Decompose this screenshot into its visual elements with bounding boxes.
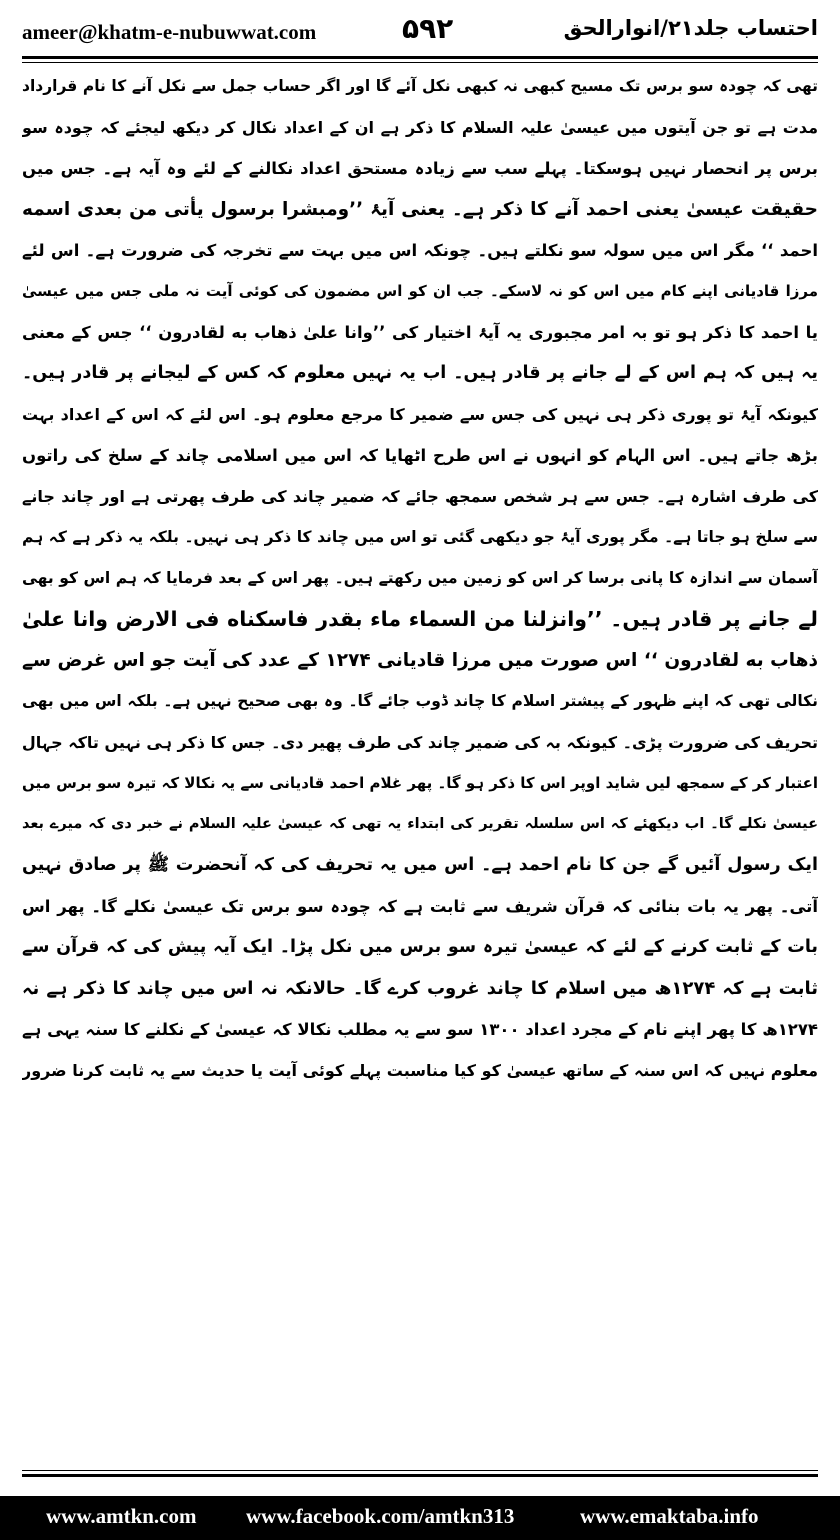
text-line: لے جانے پر قادر ہیں۔ ’’وانزلنا من السماء ماء بقدر فاسکناه فی الارض وانا علیٰ xyxy=(22,607,818,631)
footer-link-emaktaba[interactable]: www.emaktaba.info xyxy=(580,1504,759,1528)
text-line: آتی۔ پھر یہ بات بنائی کہ قرآن شریف سے ثابت ہے کہ چودہ سو برس تک عیسیٰ نکلے گا۔ پھر اس xyxy=(22,897,818,916)
text-line: کی طرف اشارہ ہے۔ جس سے ہر شخص سمجھ جائے کہ ضمیر چاند کی طرف پھرتی ہے اور چاند جانے xyxy=(22,487,818,506)
text-line: مدت ہے تو جن آیتوں میں عیسیٰ علیہ السلام کا ذکر ہے ان کے اعداد نکال کر دیکھ لیجئے کہ چودہ سو xyxy=(22,118,818,137)
page-number: ۵۹۲ xyxy=(402,12,454,45)
book-title: احتساب جلد۲۱/انوارالحق xyxy=(563,16,818,40)
text-line: تھی کہ چودہ سو برس تک مسیح کبھی نہ کبھی نکل آئے گا اور اگر حساب جمل سے نکل آنے کا نام قرارداد xyxy=(22,77,818,95)
text-line: ایک رسول آئیں گے جن کا نام احمد ہے۔ اس میں یہ تحریف کی کہ آنحضرت ﷺ پر صادق نہیں xyxy=(22,855,818,875)
text-line: یا احمد کا ذکر ہو تو بہ امر مجبوری یہ آیۂ اختیار کی ’’وانا علیٰ ذهاب به لقادرون ‘‘ جس کے معنی xyxy=(22,323,818,342)
text-line: بڑھ جاتے ہیں۔ اس الہام کو انہوں نے اس طرح اٹھایا کہ اس میں اسلامی چاند کے سلخ کی راتوں xyxy=(22,446,818,465)
text-line: حقیقت عیسیٰ یعنی احمد آنے کا ذکر ہے۔ یعنی آیۂ ’’ومبشرا برسول یأتی من بعدی اسمه xyxy=(22,199,818,220)
footer-bar xyxy=(0,1496,840,1540)
text-line: آسمان سے اندازہ کا پانی برسا کر اس کو زمین میں رکھتے ہیں۔ پھر اس کے بعد فرمایا کہ ہم اس کو بھی xyxy=(22,569,818,587)
text-line: ذهاب به لقادرون ‘‘ اس صورت میں مرزا قادیانی ۱۲۷۴ کے عدد کی آیت جو اس غرض سے xyxy=(22,650,818,671)
text-line: برس پر انحصار نہیں ہوسکتا۔ پہلے سب سے زیادہ مستحق اعداد نکالنے کے لئے وہ آیہ ہے۔ جس میں xyxy=(22,159,818,178)
header-rule-thick xyxy=(22,56,818,59)
footer-link-amtkn[interactable]: www.amtkn.com xyxy=(46,1504,197,1528)
page-header xyxy=(22,14,818,54)
footer-rule-thick xyxy=(22,1474,818,1477)
text-line: احمد ‘‘ مگر اس میں سولہ سو نکلتے ہیں۔ چونکہ اس میں بہت سے تخرجہ کی ضرورت ہے۔ اس لئے xyxy=(22,241,818,260)
text-line: اعتبار کر کے سمجھ لیں شاید اوپر اس کا ذکر ہو گا۔ پھر غلام احمد قادیانی سے یہ نکالا کہ تیرہ سو برس میں xyxy=(22,774,818,792)
text-line: ۱۲۷۴ھ کا پھر اپنے نام کے مجرد اعداد ۱۳۰۰ سو سے یہ مطلب نکالا کہ عیسیٰ کے نکلنے کا سنہ یہی ہے xyxy=(22,1020,818,1039)
text-line: معلوم نہیں کہ اس سنہ کے ساتھ عیسیٰ کو کیا مناسبت پہلے کوئی آیت یا حدیث سے یہ ثابت کرنا ضرور xyxy=(22,1061,818,1080)
text-line: سے سلخ ہو جاتا ہے۔ مگر پوری آیۂ جو دیکھی گئی تو اس میں چاند کا ذکر ہی نہیں۔ بلکہ یہ ذکر ہے کہ ہم xyxy=(22,528,818,546)
footer-link-facebook[interactable]: www.facebook.com/amtkn313 xyxy=(246,1504,515,1528)
text-line: یہ ہیں کہ ہم اس کے لے جانے پر قادر ہیں۔ اب یہ نہیں معلوم کہ کس کے لیجانے پر قادر ہیں۔ xyxy=(22,363,818,383)
body-text xyxy=(22,66,818,1461)
text-line: بات کے ثابت کرنے کے لئے کہ عیسیٰ تیرہ سو برس میں نکل پڑا۔ ایک آیہ پیش کی کہ قرآن سے xyxy=(22,937,818,957)
text-line: کیونکہ آیۂ تو پوری ذکر ہی نہیں کی جس سے ضمیر کا مرجع معلوم ہو۔ اس لئے کہ اس کے اعداد بہت xyxy=(22,405,818,424)
header-email[interactable]: ameer@khatm-e-nubuwwat.com xyxy=(22,20,317,44)
text-line: مرزا قادیانی اپنے کام میں اس کو نہ لاسکے۔ جب ان کو اس مضمون کی کوئی آیت نہ ملی جس میں عیسیٰ xyxy=(22,282,818,300)
text-line: نکالی تھی کہ اپنے ظہور کے پیشتر اسلام کا چاند ڈوب جائے گا۔ وہ بھی صحیح نہیں ہے۔ بلکہ اس میں بھی xyxy=(22,692,818,710)
footer-rule-thin xyxy=(22,1470,818,1471)
text-line: عیسیٰ نکلے گا۔ اب دیکھئے کہ اس سلسلہ تقریر کی ابتداء یہ تھی کہ عیسیٰ علیہ السلام نے خبر دی کہ میرے بعد xyxy=(22,816,818,832)
text-line: تحریف کی ضرورت پڑی۔ کیونکہ بہ کی ضمیر چاند کی طرف پھیر دی۔ جس کا ذکر ہی نہیں تاکہ جہال xyxy=(22,733,818,752)
text-line: ثابت ہے کہ ۱۲۷۴ھ میں اسلام کا چاند غروب کرے گا۔ حالانکہ نہ اس میں چاند کا ذکر ہے نہ xyxy=(22,978,818,999)
header-rule-thin xyxy=(22,62,818,63)
